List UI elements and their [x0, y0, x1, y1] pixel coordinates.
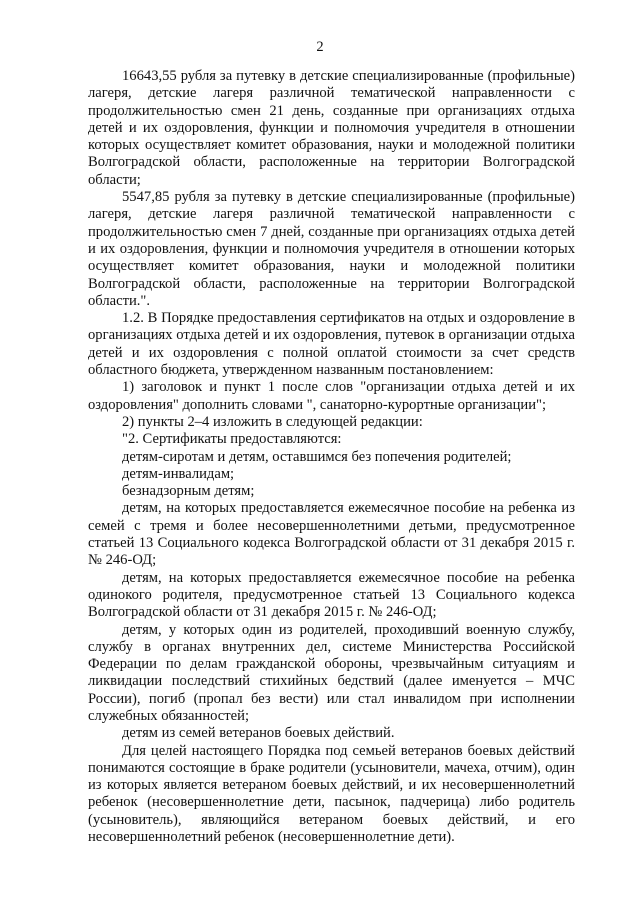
paragraph-large-families: детям, на которых предоставляется ежемесячное пособие на ребенка из семей с тремя и более несовершеннолетними детьми, предусмотренное статьей 13 Социального кодекса Волгоградской области от 31 декабря 2015 г. № 246-ОД;	[88, 500, 575, 569]
paragraph-price-7-days: 5547,85 рубля за путевку в детские специализированные (профильные) лагеря, детские лагеря различной тематической направленности с продолжительностью смен 7 дней, созданные при организациях отдыха детей и их оздоровления, функции и полномочия учредителя в отношении которых осуществляет комитет образования, науки и молодежной политики Волгоградской области, расположенные на территории Волгоградской области.".	[88, 189, 575, 309]
paragraph-certificates-heading: "2. Сертификаты предоставляются:	[122, 431, 342, 448]
paragraph-veteran-families: детям из семей ветеранов боевых действий.	[122, 725, 395, 742]
document-body	[88, 68, 575, 846]
page-number: 2	[316, 39, 324, 55]
paragraph-section-1-2: 1.2. В Порядке предоставления сертификатов на отдых и оздоровление в организациях отдыха детей и их оздоровления, путевок в организации отдыха детей и их оздоровления с полной оплатой стоимости за счет средств областного бюджета, утвержденном названным постановлением:	[88, 310, 575, 379]
paragraph-item-1: 1) заголовок и пункт 1 после слов "организации отдыха детей и их оздоровления" дополнить словами ", санаторно-курортные организации";	[88, 379, 575, 413]
paragraph-veteran-definition: Для целей настоящего Порядка под семьей ветеранов боевых действий понимаются состоящие в браке родители (усыновители, мачеха, отчим), один из которых является ветераном боевых действий, и их несовершеннолетний ребенок (несовершеннолетние дети, пасынок, падчерица) либо родитель (усыновитель), являющийся ветераном боевых действий, и его несовершеннолетний ребенок (несовершеннолетние дети).	[88, 742, 575, 846]
paragraph-parent-service: детям, у которых один из родителей, проходивший военную службу, службу в органах внутренних дел, системе Министерства Российской Федерации по делам гражданской обороны, чрезвычайным ситуациям и ликвидации последствий стихийных бедствий (далее именуется – МЧС России), погиб (пропал без вести) или стал инвалидом при исполнении служебных обязанностей;	[88, 621, 575, 724]
paragraph-single-parent: детям, на которых предоставляется ежемесячное пособие на ребенка одинокого родителя, предусмотренное статьей 13 Социального кодекса Волгоградской области от 31 декабря 2015 г. № 246-ОД;	[88, 569, 575, 621]
paragraph-item-2: 2) пункты 2–4 изложить в следующей редакции:	[122, 413, 423, 430]
paragraph-orphans: детям-сиротам и детям, оставшимся без попечения родителей;	[122, 448, 512, 465]
paragraph-disabled-children: детям-инвалидам;	[122, 465, 235, 482]
paragraph-homeless-children: безнадзорным детям;	[122, 483, 255, 500]
paragraph-price-21-days: 16643,55 рубля за путевку в детские специализированные (профильные) лагеря, детские лагеря различной тематической направленности с продолжительностью смен 21 день, созданные при организациях отдыха детей и их оздоровления, функции и полномочия учредителя в отношении которых осуществляет комитет образования, науки и молодежной политики Волгоградской области, расположенные на территории Волгоградской области;	[88, 68, 575, 188]
